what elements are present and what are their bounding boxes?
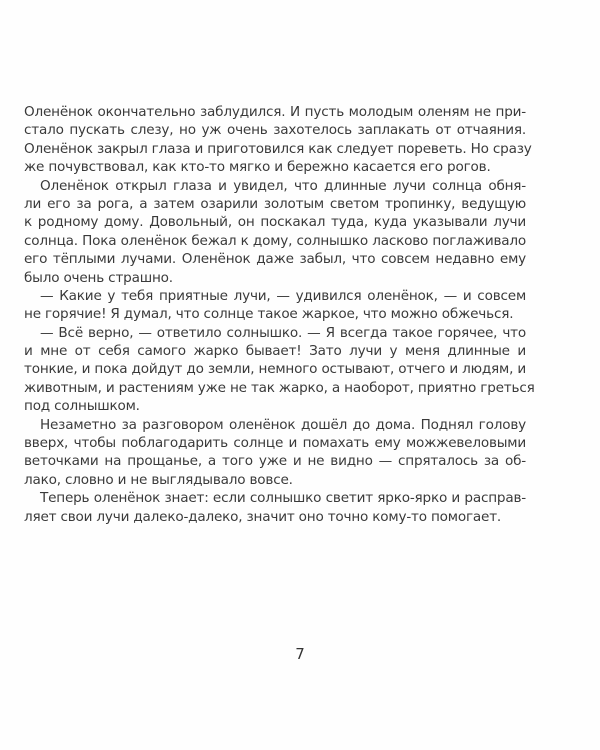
text-line: Незаметно за разговором оленёнок дошёл до дома. Поднял голову bbox=[40, 416, 526, 433]
text-line: Оленёнок окончательно заблудился. И пусть молодым оленям не при- bbox=[24, 104, 526, 120]
paragraph bbox=[24, 103, 532, 177]
text-line: — Всё верно, — ответило солнышко. — Я всегда такое горячее, что bbox=[40, 324, 526, 341]
text-line: его тёплыми лучами. Оленёнок даже забыл, что совсем недавно ему bbox=[24, 251, 526, 268]
text-line: к родному дому. Довольный, он поскакал туда, куда указывали лучи bbox=[24, 214, 526, 231]
text-line: Оленёнок закрыл глаза и приготовился как следует пореветь. Но сразу bbox=[24, 140, 532, 157]
text-line: не горячие! Я думал, что солнце такое жаркое, что можно обжечься. bbox=[24, 306, 514, 323]
text-line: и мне от себя самого жарко бывает! Зато лучи у меня длинные и bbox=[24, 343, 526, 360]
text-line: под солнышком. bbox=[24, 398, 140, 415]
text-line: тонкие, и пока дойдут до земли, немного остывают, отчего и людям, и bbox=[24, 361, 526, 378]
text-line: стало пускать слезу, но уж очень захотелось заплакать от отчаяния. bbox=[24, 122, 526, 139]
text-line: ляет свои лучи далеко-далеко, значит оно точно кому-то помогает. bbox=[24, 508, 502, 525]
text-line: Оленёнок открыл глаза и увидел, что длинные лучи солнца обня- bbox=[40, 177, 526, 194]
text-line: лако, словно и не выглядывало вовсе. bbox=[24, 471, 293, 488]
text-line: — Какие у тебя приятные лучи, — удивился оленёнок, — и совсем bbox=[40, 287, 526, 304]
text-line: веточками на прощанье, а того уже и не видно — спряталось за об- bbox=[24, 453, 526, 470]
text-line: ли его за рога, а затем озарили золотым светом тропинку, ведущую bbox=[24, 195, 526, 212]
paragraph bbox=[24, 416, 526, 490]
text-line: было очень страшно. bbox=[24, 269, 173, 286]
text-line: солнца. Пока оленёнок бежал к дому, солнышко ласково поглаживало bbox=[24, 232, 526, 249]
text-line: вверх, чтобы поблагодарить солнце и помахать ему можжевеловыми bbox=[24, 435, 526, 452]
paragraph bbox=[24, 177, 526, 287]
paragraph bbox=[24, 324, 535, 416]
story-text bbox=[24, 103, 535, 526]
page-number: 7 bbox=[295, 645, 305, 663]
text-line: Теперь оленёнок знает: если солнышко светит ярко-ярко и расправ- bbox=[40, 490, 526, 507]
text-line: же почувствовал, как кто-то мягко и бережно касается его рогов. bbox=[24, 159, 491, 176]
paragraph bbox=[24, 287, 526, 324]
paragraph bbox=[24, 489, 526, 526]
text-line: животным, и растениям уже не так жарко, а наоборот, приятно греться bbox=[24, 379, 535, 396]
